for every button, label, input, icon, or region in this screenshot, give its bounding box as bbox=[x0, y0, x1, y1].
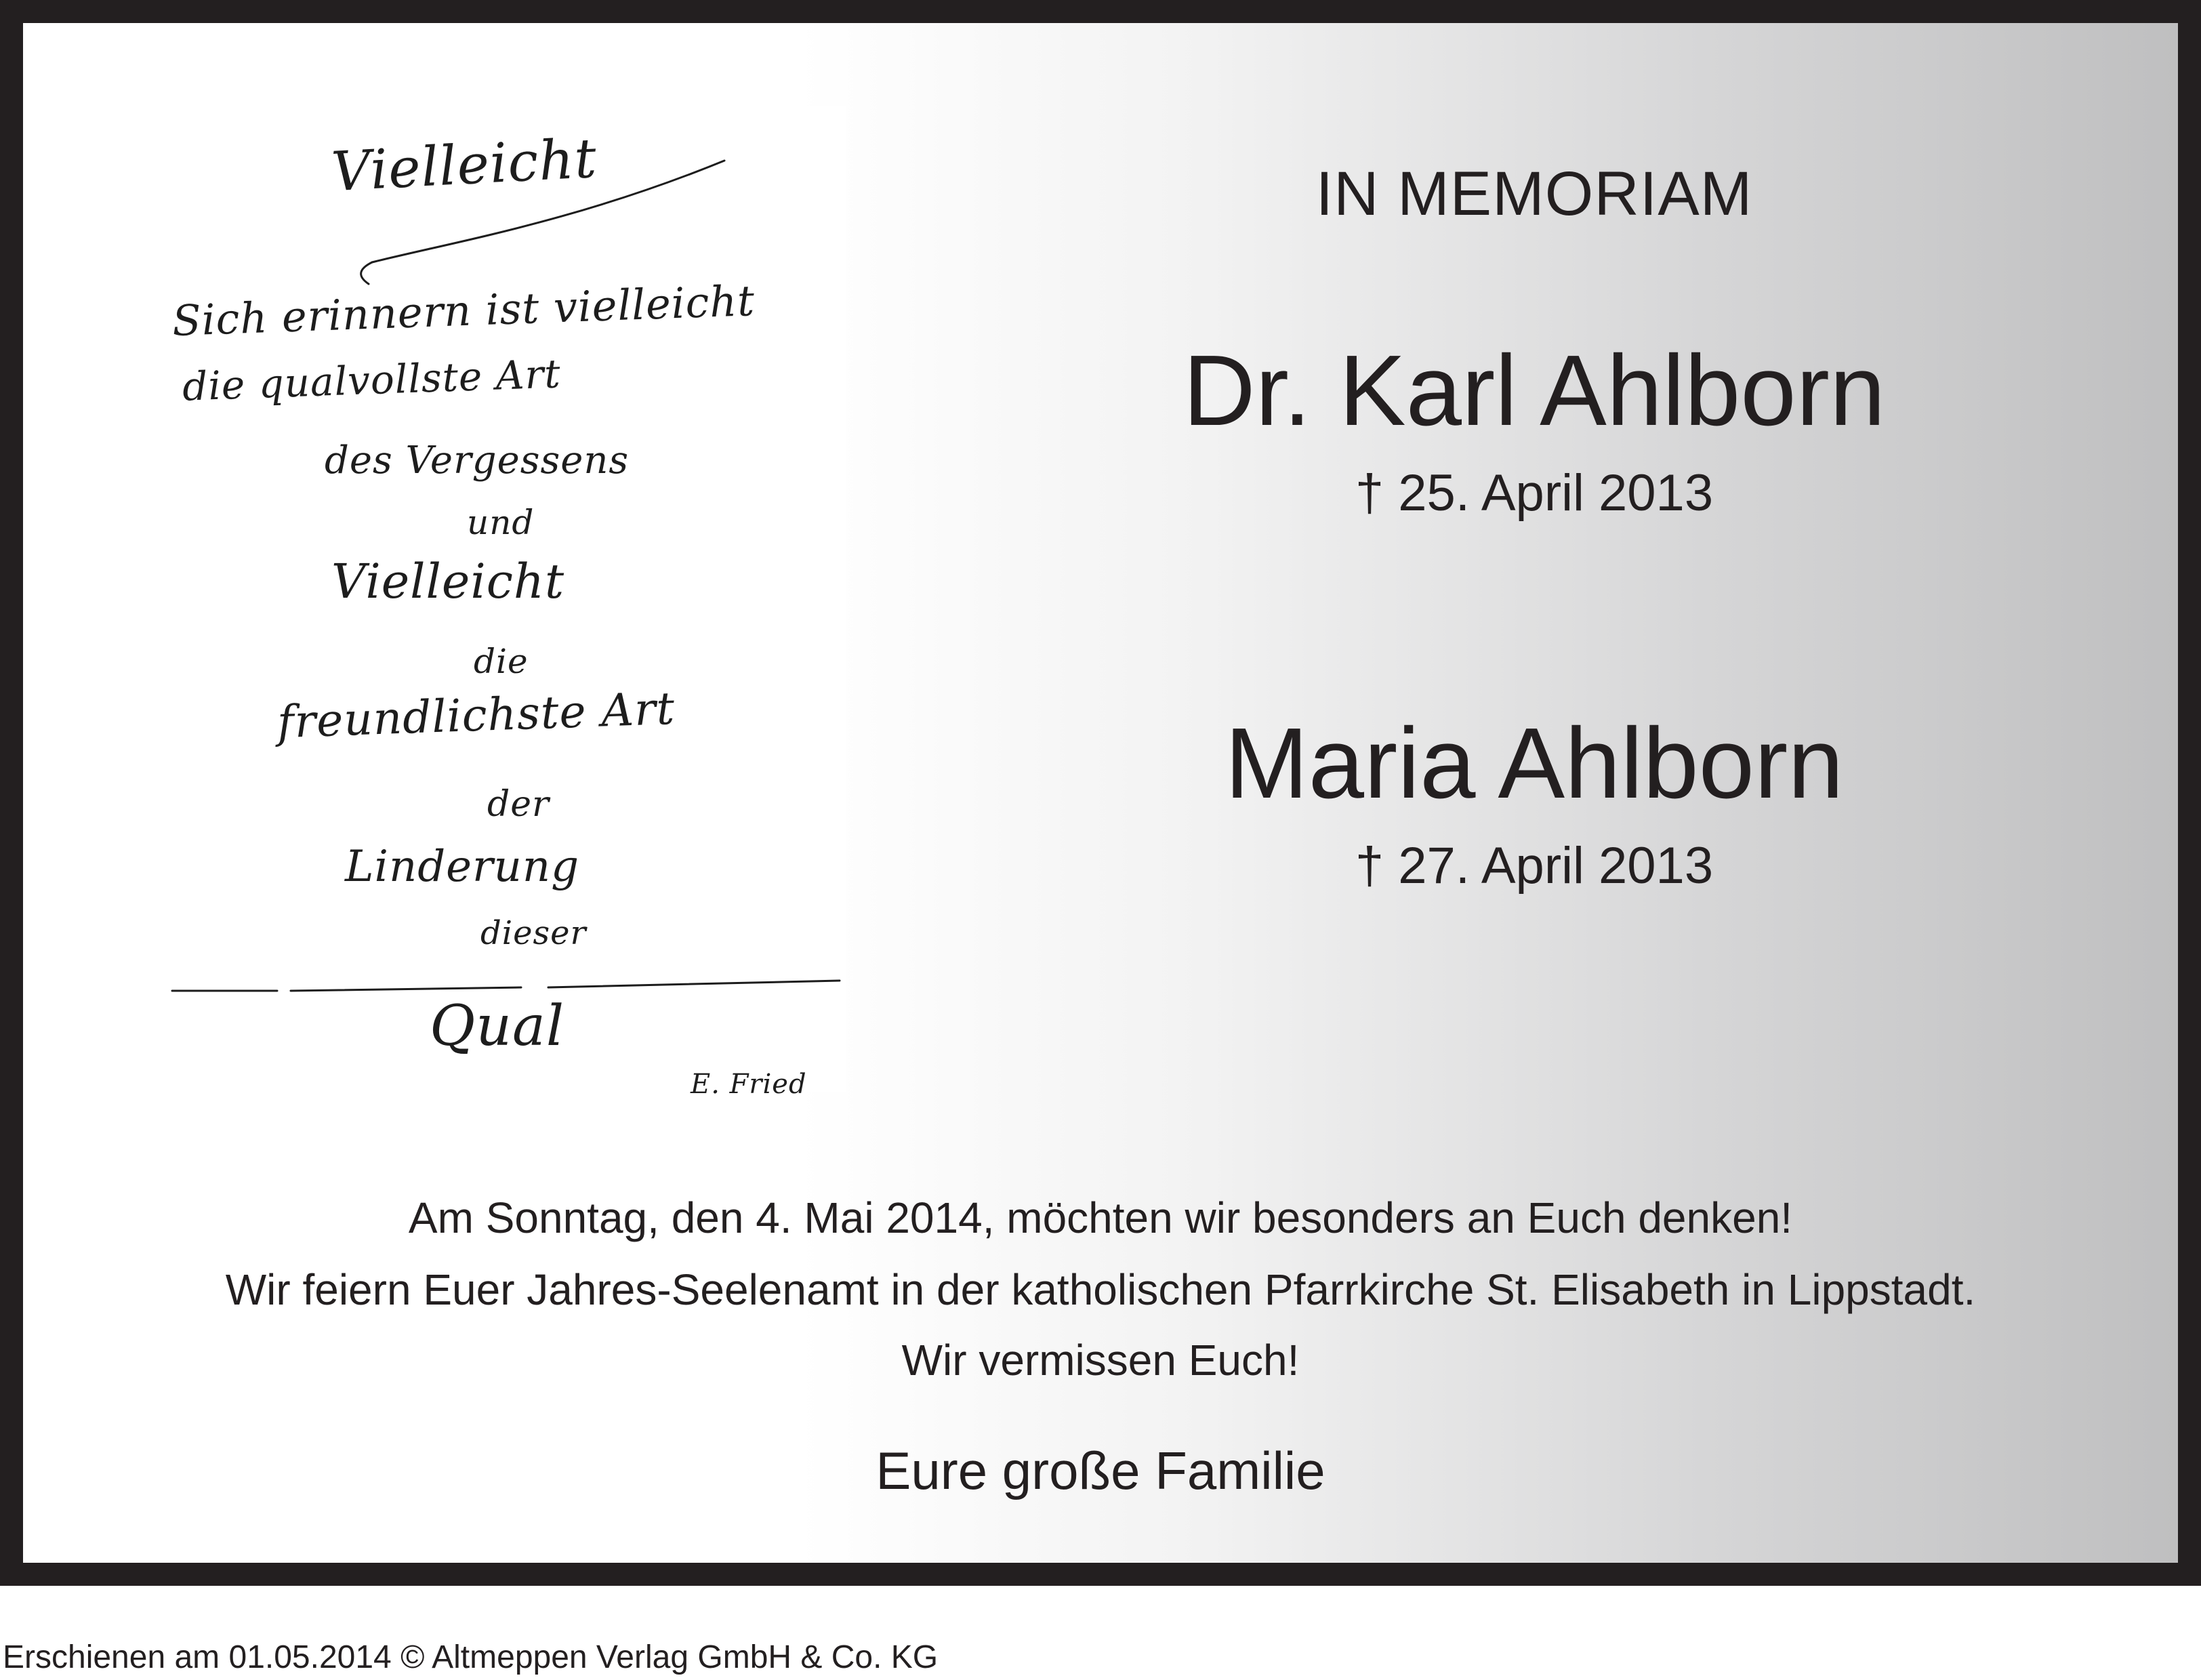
message-line: Wir vermissen Euch! bbox=[901, 1336, 1300, 1385]
message-line: Wir feiern Euer Jahres-Seelenamt in der katholischen Pfarrkirche St. Elisabeth in Lippstadt. bbox=[225, 1265, 1976, 1314]
deceased-name: Dr. Karl Ahlborn bbox=[1182, 335, 1886, 447]
title-hook bbox=[361, 262, 372, 284]
poem-line: Vielleicht bbox=[331, 554, 565, 609]
poem-line: Linderung bbox=[345, 842, 580, 892]
family-signature: Eure große Familie bbox=[876, 1441, 1325, 1500]
poem-line: und bbox=[467, 503, 535, 542]
deceased-date: † 25. April 2013 bbox=[1355, 464, 1714, 522]
poem-line: des Vergessens bbox=[325, 438, 630, 483]
poem-line: freundlichste Art bbox=[276, 682, 676, 749]
poem-author: E. Fried bbox=[691, 1069, 807, 1100]
poem-line: Qual bbox=[430, 994, 565, 1059]
deceased-date: † 27. April 2013 bbox=[1355, 837, 1714, 895]
deceased-name: Maria Ahlborn bbox=[1225, 708, 1844, 819]
poem-line: Sich erinnern ist vielleicht bbox=[171, 276, 756, 346]
handwritten-poem-image bbox=[169, 106, 846, 1100]
message-line: Am Sonntag, den 4. Mai 2014, möchten wir besonders an Euch denken! bbox=[408, 1193, 1793, 1242]
poem-line: die qualvollste Art bbox=[181, 350, 562, 410]
poem-line: der bbox=[487, 784, 550, 825]
poem-line: dieser bbox=[480, 914, 587, 952]
separator-line bbox=[172, 981, 840, 991]
poem-title: Vielleicht bbox=[329, 126, 599, 204]
publication-footer: Erschienen am 01.05.2014 © Altmeppen Verlag GmbH & Co. KG bbox=[3, 1639, 939, 1675]
poem-line: die bbox=[474, 642, 529, 681]
in-memoriam-heading: IN MEMORIAM bbox=[1315, 159, 1753, 228]
